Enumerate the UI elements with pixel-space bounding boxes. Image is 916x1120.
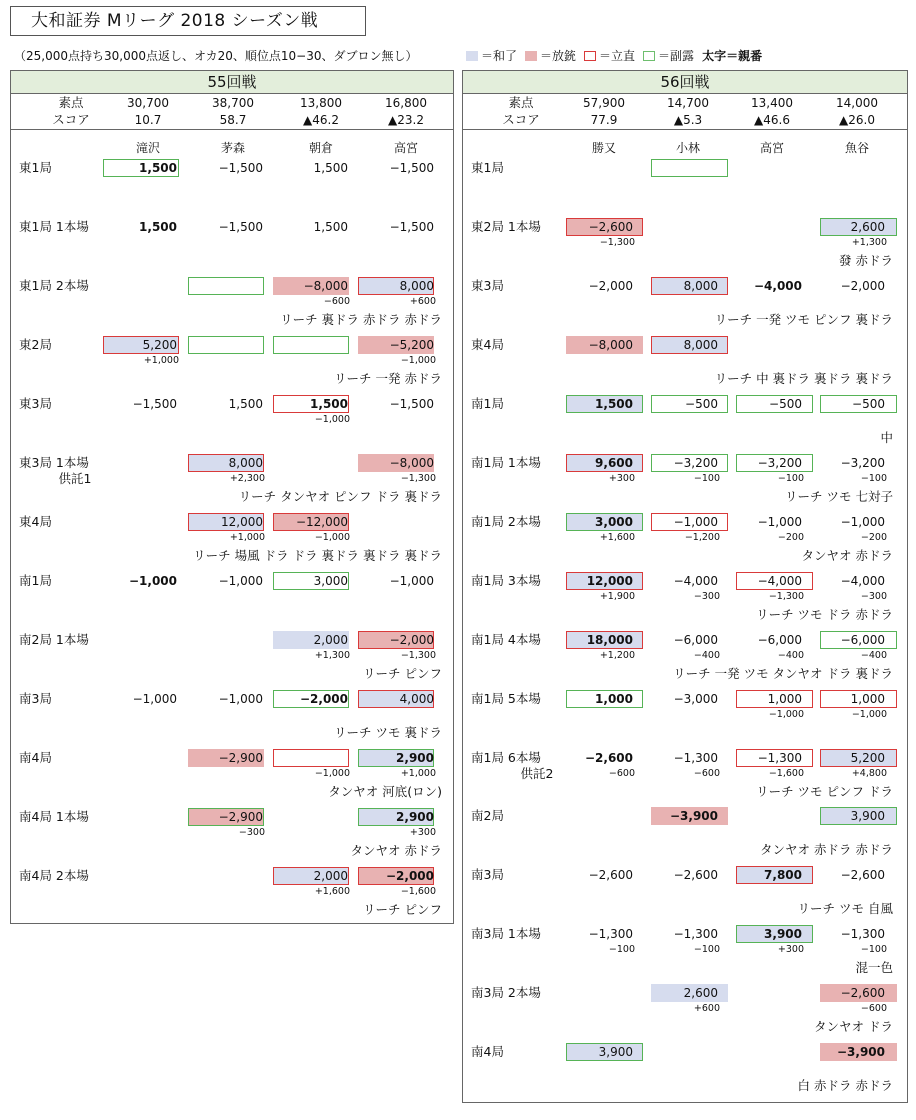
- round-label: 南1局: [19, 573, 52, 588]
- raw-score: 57,900: [583, 96, 625, 110]
- round-label: 南4局 1本場: [19, 809, 89, 824]
- round-label: 東3局: [19, 396, 52, 411]
- point-change: −8,000: [588, 337, 633, 352]
- deposit-change: −1,000: [314, 532, 350, 543]
- result-box: [273, 749, 349, 767]
- result-box: [651, 159, 728, 177]
- final-score: 58.7: [219, 113, 247, 127]
- point-change: −6,000: [757, 632, 802, 647]
- legend-item: [702, 49, 762, 63]
- deposit-change: −1,300: [400, 650, 436, 661]
- round-label: 南1局 1本場: [471, 454, 541, 470]
- yaku-list: タンヤオ 河底(ロン): [328, 784, 442, 799]
- round-label: 南1局 4本場: [471, 631, 541, 647]
- deposit-change: −400: [693, 649, 720, 661]
- yaku-list: リーチ ツモ 自風: [797, 901, 893, 917]
- round-label: 南3局 2本場: [471, 985, 541, 1001]
- deposit-change: −600: [860, 1003, 887, 1015]
- summary-divider: [11, 129, 453, 130]
- point-change: −1,300: [588, 927, 633, 942]
- round-label: 東2局 1本場: [471, 218, 541, 234]
- point-change: 3,900: [764, 927, 802, 942]
- round-label: 南4局: [471, 1044, 504, 1060]
- point-change: 12,000: [586, 573, 633, 588]
- round-label: 南4局: [19, 750, 52, 765]
- legend-swatch-win: [466, 51, 478, 61]
- player-name: 小林: [675, 141, 701, 155]
- point-change: −2,600: [840, 868, 885, 883]
- deposit-change: +300: [409, 827, 436, 838]
- score-label: スコア: [52, 112, 90, 127]
- raw-score: 38,700: [212, 96, 254, 110]
- deposit-change: −200: [860, 531, 887, 543]
- point-change: −1,500: [218, 220, 263, 234]
- round-label: 東1局: [471, 160, 504, 175]
- round-label: 東4局: [471, 336, 504, 352]
- yaku-list: リーチ ツモ ピンフ ドラ: [756, 783, 893, 799]
- point-change: 1,500: [139, 220, 177, 234]
- deposit-change: −1,000: [768, 708, 804, 720]
- round-label: 南3局 1本場: [471, 926, 541, 942]
- point-change: −4,000: [757, 573, 802, 588]
- round-label: 東4局: [19, 514, 52, 529]
- point-change: 9,600: [595, 455, 633, 470]
- deposit-change: +1,000: [143, 355, 179, 366]
- deposit-change: −1,600: [400, 886, 436, 897]
- yaku-list: リーチ 裏ドラ 赤ドラ 赤ドラ: [280, 312, 442, 327]
- point-change: 2,600: [850, 219, 885, 234]
- point-change: −500: [852, 396, 885, 411]
- round-label: 南3局: [19, 691, 52, 706]
- deposit-change: −100: [693, 944, 720, 956]
- point-change: −2,000: [588, 278, 633, 293]
- deposit-change: −300: [860, 590, 887, 602]
- result-box: [188, 277, 264, 295]
- deposit-change: −1,300: [400, 473, 436, 484]
- legend-label: 太字＝親番: [702, 49, 763, 63]
- yaku-list: 混一色: [855, 960, 893, 976]
- player-name: 朝倉: [308, 141, 334, 155]
- point-change: −3,200: [840, 455, 885, 470]
- point-change: −2,000: [840, 278, 885, 293]
- yaku-list: タンヤオ 赤ドラ 赤ドラ: [760, 842, 893, 858]
- point-change: 3,900: [598, 1045, 633, 1060]
- yaku-list: 中: [880, 429, 893, 445]
- point-change: 4,000: [399, 692, 434, 706]
- point-change: 5,200: [142, 338, 177, 352]
- point-change: −1,000: [757, 514, 802, 529]
- point-change: −1,000: [389, 574, 434, 588]
- deposit-change: −300: [238, 827, 265, 838]
- legend: [466, 47, 770, 64]
- point-change: 5,200: [850, 750, 885, 765]
- point-change: −3,200: [757, 455, 802, 470]
- deposit-change: −1,300: [768, 590, 804, 602]
- round-label: 南1局 6本場: [471, 749, 541, 765]
- summary-divider: [463, 129, 907, 130]
- legend-item: [466, 49, 517, 63]
- game-title: 55回戦: [11, 71, 453, 94]
- deposit-change: +1,000: [229, 532, 265, 543]
- final-score: ▲5.3: [673, 113, 703, 127]
- yaku-list: リーチ ツモ 裏ドラ: [334, 725, 442, 740]
- deposit-change: +300: [777, 944, 804, 956]
- point-change: −1,500: [132, 397, 177, 411]
- round-label: 南3局: [471, 867, 504, 883]
- point-change: 2,600: [683, 986, 718, 1001]
- score-label: スコア: [502, 112, 540, 127]
- point-change: 8,000: [399, 279, 434, 293]
- kyotaku-label: 供託1: [58, 471, 92, 486]
- round-label: 南4局 2本場: [19, 868, 89, 883]
- deposit-change: −200: [777, 531, 804, 543]
- deposit-change: +2,300: [229, 473, 265, 484]
- point-change: −6,000: [840, 632, 885, 647]
- yaku-list: リーチ ピンフ: [363, 666, 442, 681]
- yaku-list: リーチ 場風 ドラ ドラ 裏ドラ 裏ドラ 裏ドラ: [193, 548, 442, 563]
- deposit-change: +1,600: [599, 531, 635, 543]
- round-label: 南2局: [471, 808, 504, 824]
- point-change: −1,000: [840, 514, 885, 529]
- final-score: ▲23.2: [388, 113, 424, 127]
- raw-score: 16,800: [385, 96, 427, 110]
- deposit-change: +600: [693, 1003, 720, 1015]
- raw-score: 13,800: [300, 96, 342, 110]
- point-change: 2,000: [313, 869, 348, 883]
- point-change: −500: [769, 396, 802, 411]
- point-change: 2,900: [396, 751, 434, 765]
- deposit-change: +600: [409, 296, 436, 307]
- yaku-list: リーチ ピンフ: [363, 902, 442, 917]
- point-change: −1,000: [132, 692, 177, 706]
- deposit-change: +1,200: [599, 649, 635, 661]
- deposit-change: +1,000: [400, 768, 436, 779]
- point-change: −1,500: [218, 161, 263, 175]
- yaku-list: リーチ ツモ 七対子: [785, 488, 893, 504]
- round-label: 南2局 1本場: [19, 632, 89, 647]
- deposit-change: −400: [777, 649, 804, 661]
- point-change: 1,000: [767, 691, 802, 706]
- deposit-change: −600: [608, 767, 635, 779]
- player-name: 茅森: [220, 141, 246, 155]
- final-score: ▲46.2: [303, 113, 339, 127]
- point-change: 1,500: [310, 397, 348, 411]
- player-name: 魚谷: [844, 141, 870, 155]
- player-name: 高宮: [759, 141, 785, 155]
- legend-label: ＝放銃: [540, 49, 577, 63]
- round-label: 南1局: [471, 395, 504, 411]
- player-name: 高宮: [393, 141, 419, 155]
- yaku-list: タンヤオ 赤ドラ: [350, 843, 442, 858]
- yaku-list: 發 赤ドラ: [839, 252, 893, 268]
- point-change: −6,000: [673, 632, 718, 647]
- point-change: 1,500: [595, 396, 633, 411]
- deposit-change: −400: [860, 649, 887, 661]
- yaku-list: 白 赤ドラ 赤ドラ: [797, 1078, 893, 1094]
- raw-score: 14,700: [667, 96, 709, 110]
- point-change: 7,800: [764, 868, 802, 883]
- final-score: ▲46.6: [754, 113, 790, 127]
- point-change: −3,000: [673, 691, 718, 706]
- point-change: 8,000: [683, 278, 718, 293]
- legend-label: ＝和了: [481, 49, 518, 63]
- deposit-change: −100: [860, 472, 887, 484]
- legend-item: [525, 49, 576, 63]
- deposit-change: −600: [323, 296, 350, 307]
- point-change: 3,000: [313, 574, 348, 588]
- point-change: −2,900: [218, 751, 263, 765]
- point-change: −2,000: [389, 633, 434, 647]
- point-change: 12,000: [221, 515, 263, 529]
- point-change: −2,000: [299, 692, 348, 706]
- yaku-list: リーチ タンヤオ ピンフ ドラ 裏ドラ: [238, 489, 442, 504]
- point-change: 2,900: [396, 810, 434, 824]
- deposit-change: +300: [608, 472, 635, 484]
- yaku-list: タンヤオ ドラ: [814, 1019, 893, 1035]
- raw-label: 素点: [508, 95, 534, 110]
- round-label: 東1局: [19, 160, 52, 175]
- yaku-list: リーチ 一発 赤ドラ: [334, 371, 442, 386]
- point-change: 3,000: [595, 514, 633, 529]
- raw-score: 13,400: [751, 96, 793, 110]
- final-score: 10.7: [134, 113, 162, 127]
- round-label: 南1局 3本場: [471, 572, 541, 588]
- raw-score: 14,000: [836, 96, 878, 110]
- legend-label: ＝立直: [599, 49, 636, 63]
- point-change: −2,600: [588, 219, 633, 234]
- deposit-change: −600: [693, 767, 720, 779]
- point-change: 1,500: [313, 161, 348, 175]
- round-label: 東3局 1本場: [19, 455, 89, 470]
- legend-item: [584, 49, 635, 63]
- legend-label: ＝副露: [658, 49, 695, 63]
- page-title: 大和証券 Mリーグ 2018 シーズン戦: [10, 6, 366, 36]
- game-panel-55: [10, 70, 454, 924]
- final-score: 77.9: [590, 113, 618, 127]
- player-name: 滝沢: [135, 141, 161, 155]
- point-change: 2,000: [313, 633, 348, 647]
- result-box: [188, 336, 264, 354]
- round-label: 東1局 1本場: [19, 219, 89, 234]
- game-title: 56回戦: [463, 71, 907, 94]
- point-change: 3,900: [850, 809, 885, 824]
- point-change: −1,500: [389, 397, 434, 411]
- deposit-change: +1,300: [314, 650, 350, 661]
- round-label: 東2局: [19, 337, 52, 352]
- deposit-change: −300: [693, 590, 720, 602]
- point-change: −1,300: [673, 750, 718, 765]
- yaku-list: リーチ 一発 ツモ ピンフ 裏ドラ: [714, 311, 893, 327]
- point-change: −1,300: [840, 927, 885, 942]
- deposit-change: −1,000: [400, 355, 436, 366]
- deposit-change: −1,200: [684, 531, 720, 543]
- round-label: 南1局 2本場: [471, 513, 541, 529]
- point-change: −1,500: [389, 161, 434, 175]
- point-change: −4,000: [753, 278, 802, 293]
- raw-label: 素点: [58, 95, 84, 110]
- deposit-change: −100: [860, 944, 887, 956]
- point-change: −8,000: [389, 456, 434, 470]
- point-change: −1,500: [389, 220, 434, 234]
- deposit-change: −1,000: [314, 768, 350, 779]
- point-change: −2,600: [584, 750, 633, 765]
- point-change: −12,000: [295, 515, 348, 529]
- yaku-list: リーチ ツモ ドラ 赤ドラ: [756, 606, 893, 622]
- point-change: −1,000: [128, 574, 177, 588]
- point-change: −4,000: [673, 573, 718, 588]
- player-name: 勝又: [591, 141, 617, 155]
- point-change: −2,900: [218, 810, 263, 824]
- point-change: −8,000: [303, 279, 348, 293]
- round-label: 東1局 2本場: [19, 278, 89, 293]
- deposit-change: +4,800: [851, 767, 887, 779]
- point-change: 1,500: [139, 161, 177, 175]
- deposit-change: +1,900: [599, 590, 635, 602]
- point-change: −3,200: [673, 455, 718, 470]
- kyotaku-label: 供託2: [520, 765, 554, 781]
- deposit-change: −1,600: [768, 767, 804, 779]
- point-change: 18,000: [586, 632, 633, 647]
- deposit-change: −100: [693, 472, 720, 484]
- rules-note: （25,000点持ち30,000点返し、オカ20、順位点10−30、ダブロン無し）: [14, 49, 418, 63]
- yaku-list: タンヤオ 赤ドラ: [801, 547, 893, 563]
- deposit-change: +1,300: [851, 236, 887, 248]
- round-label: 南1局 5本場: [471, 690, 541, 706]
- yaku-list: リーチ 一発 ツモ タンヤオ ドラ 裏ドラ: [673, 665, 893, 681]
- point-change: −3,900: [836, 1045, 885, 1060]
- game-panel-56: [462, 70, 908, 1103]
- legend-item: [643, 49, 694, 63]
- point-change: 1,000: [850, 691, 885, 706]
- legend-swatch-deal: [525, 51, 537, 61]
- point-change: −1,000: [218, 574, 263, 588]
- point-change: −1,300: [673, 927, 718, 942]
- point-change: −2,600: [673, 868, 718, 883]
- final-score: ▲26.0: [839, 113, 875, 127]
- legend-swatch-call: [643, 51, 655, 61]
- round-label: 東3局: [471, 277, 504, 293]
- point-change: −5,200: [389, 338, 434, 352]
- point-change: −2,600: [588, 868, 633, 883]
- point-change: 1,500: [313, 220, 348, 234]
- point-change: 8,000: [683, 337, 718, 352]
- deposit-change: −1,300: [599, 236, 635, 248]
- point-change: 8,000: [228, 456, 263, 470]
- point-change: −500: [685, 396, 718, 411]
- deposit-change: −100: [608, 944, 635, 956]
- point-change: −3,900: [669, 809, 718, 824]
- legend-swatch-riichi: [584, 51, 596, 61]
- point-change: −1,300: [757, 750, 802, 765]
- point-change: −4,000: [840, 573, 885, 588]
- result-box: [273, 336, 349, 354]
- point-change: 1,500: [228, 397, 263, 411]
- point-change: 1,000: [595, 691, 633, 706]
- deposit-change: −1,000: [851, 708, 887, 720]
- yaku-list: リーチ 中 裏ドラ 裏ドラ 裏ドラ: [714, 370, 893, 386]
- point-change: −1,000: [673, 514, 718, 529]
- raw-score: 30,700: [127, 96, 169, 110]
- point-change: −2,000: [385, 869, 434, 883]
- deposit-change: −1,000: [314, 414, 350, 425]
- deposit-change: +1,600: [314, 886, 350, 897]
- point-change: −2,600: [840, 986, 885, 1001]
- point-change: −1,000: [218, 692, 263, 706]
- deposit-change: −100: [777, 472, 804, 484]
